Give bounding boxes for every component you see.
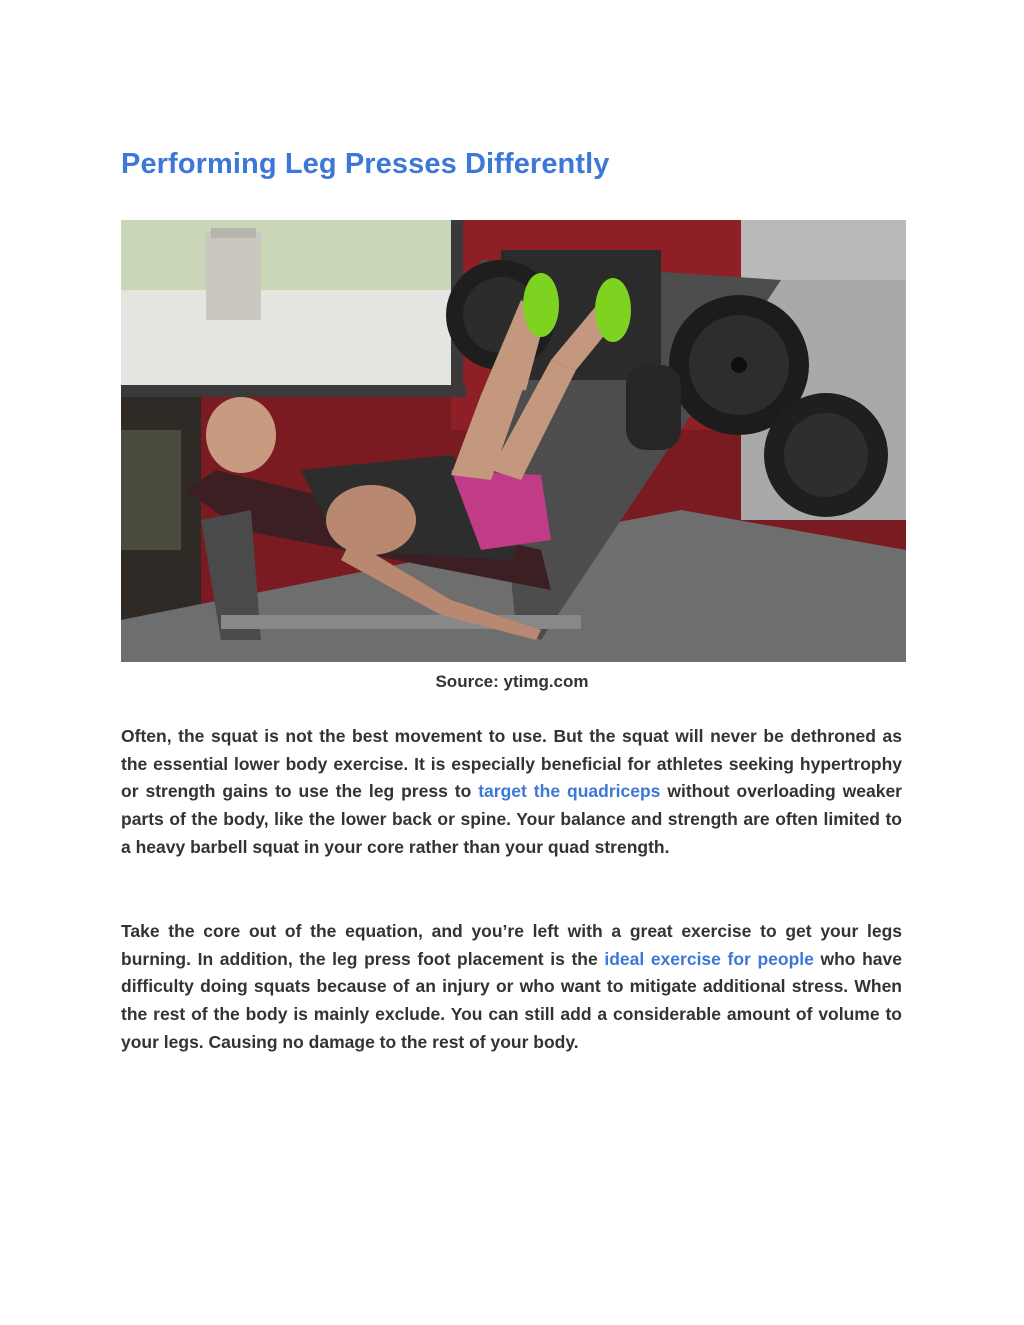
paragraph-1-text-end: without overloading weaker parts of the body, like the lower back or spine. Your balance and strength are often limited to a heavy barbell squat in your core rather than your quad strength.	[121, 781, 902, 857]
paragraph-1	[121, 723, 902, 862]
paragraph-1-text-start: Often, the squat is not the best movement to use. But the squat will never be dethroned as the essential lower body exercise. It is especially beneficial for athletes seeking hypertrophy or strength gains to use the leg press to	[121, 726, 902, 802]
leg-press-illustration	[121, 220, 906, 662]
paragraph-2	[121, 918, 902, 1057]
leg-press-photo	[121, 220, 906, 662]
ideal-exercise-link[interactable]: ideal exercise for people	[604, 948, 814, 969]
target-quadriceps-link[interactable]: target the quadriceps	[478, 781, 661, 802]
image-caption: Source: ytimg.com	[435, 672, 589, 691]
paragraph-2-text-start: Take the core out of the equation, and you’re left with a great exercise to get your legs burning. In addition, the leg press foot placement is the	[121, 921, 902, 969]
page-title: Performing Leg Presses Differently	[121, 148, 610, 180]
paragraph-2-text-end: who have difficulty doing squats because of an injury or who want to mitigate additional stress. When the rest of the body is mainly exclude. You can still add a considerable amount of volume to your legs. Causing no damage to the rest of your body.	[121, 948, 902, 1052]
